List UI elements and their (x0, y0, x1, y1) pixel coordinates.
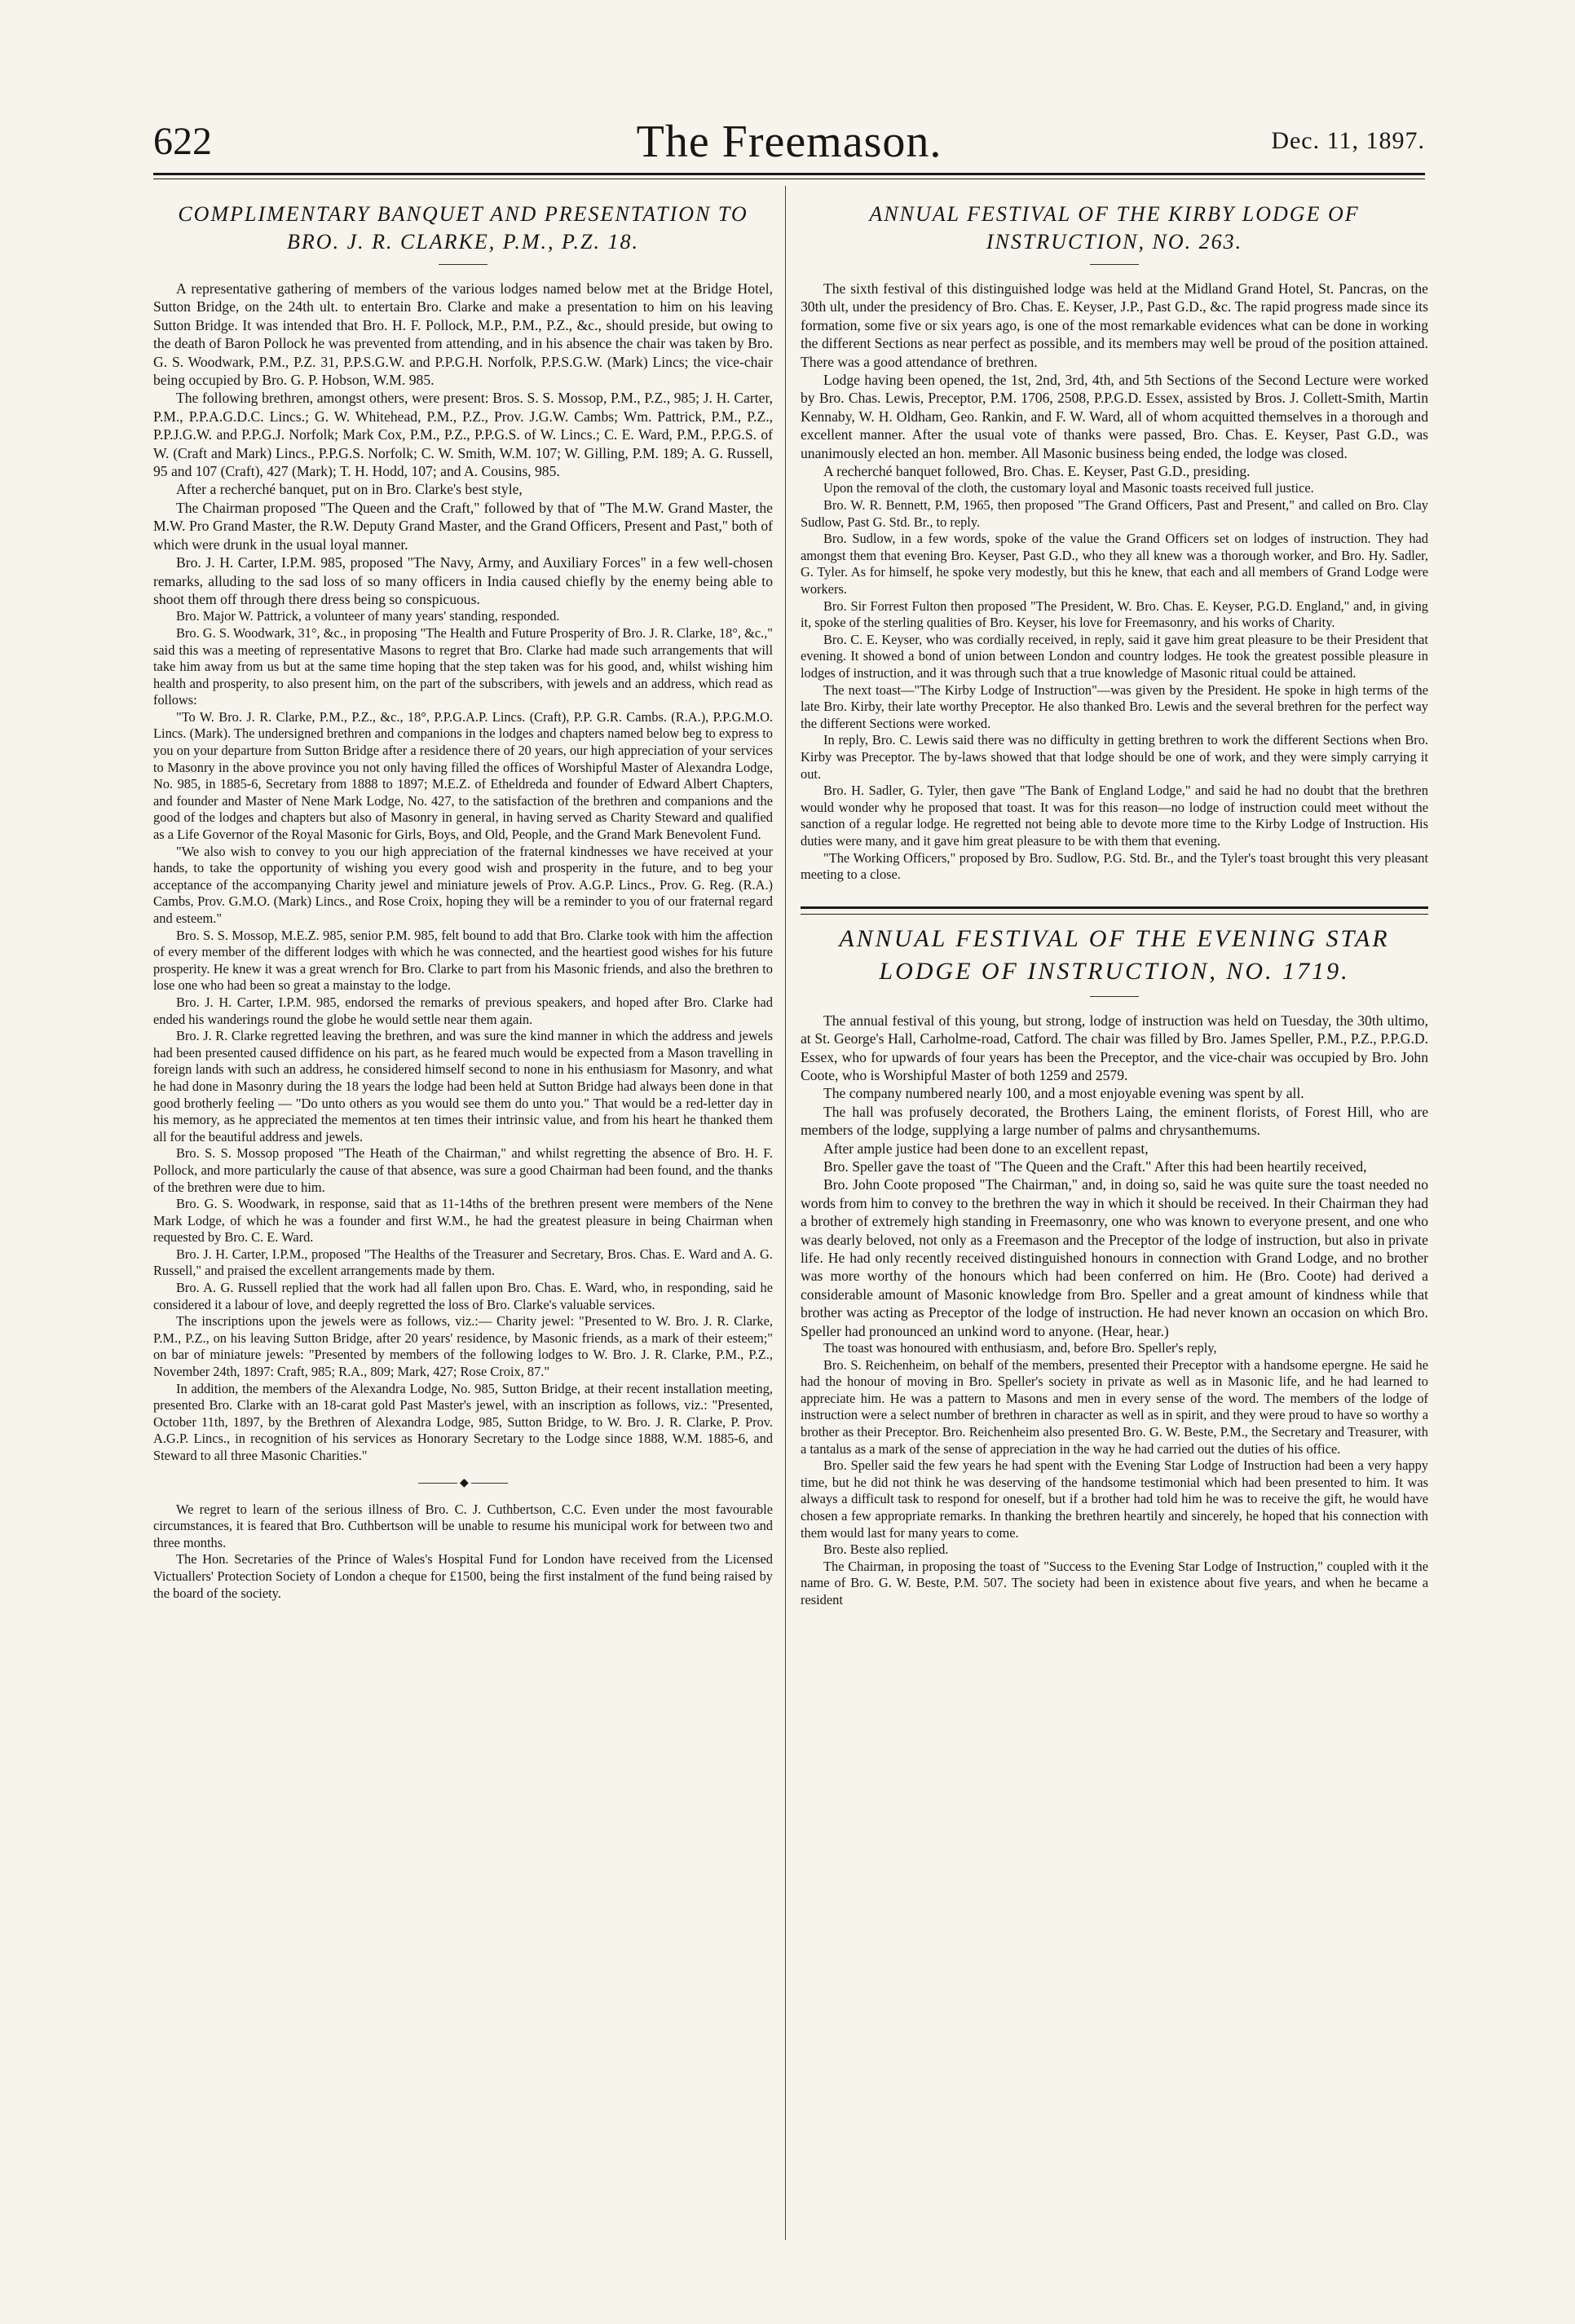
paragraph: Bro. J. H. Carter, I.P.M. 985, proposed "The Navy, Army, and Auxiliary Forces" in a few well-chosen remarks, alluding to the sad loss of so many officers in India caused chiefly by the enemy being able to shoot them off through there dress being so conspicuous. (153, 554, 773, 607)
paragraph: After a recherché banquet, put on in Bro. Clarke's best style, (176, 481, 523, 498)
paragraph: The next toast—"The Kirby Lodge of Instruction"—was given by the President. He spoke in high terms of the late Bro. Kirby, their late worthy Preceptor. He also thanked Bro. Lewis and the several brethren for the perfect way the different Sections were worked. (801, 681, 1428, 731)
paragraph: Bro. Sudlow, in a few words, spoke of the value the Grand Officers set on lodges of instruction. They had amongst them that evening Bro. Keyser, Past G.D., who they all knew was a thorough worker, and Bro. Hy. Sadler, G. Tyler. As for himself, he spoke very modestly, but this he knew, that each and all members of Grand Lodge were workers. (801, 531, 1428, 598)
right-column (801, 192, 1428, 2246)
paragraph: Upon the removal of the cloth, the customary loyal and Masonic toasts received full justice. (823, 480, 1314, 496)
paragraph: Bro. J. H. Carter, I.P.M., proposed "The Healths of the Treasurer and Secretary, Bros. Chas. E. Ward and A. G. Russell," and praised the excellent arrangements made by them. (153, 1246, 773, 1279)
paragraph: "To W. Bro. J. R. Clarke, P.M., P.Z., &c., 18°, P.P.G.A.P. Lincs. (Craft), P.P. G.R. Cambs. (R.A.), P.P.G.M.O. Lincs. (Mark). The undersigned brethren and companions in the lodges and chapters named below beg to express to you on your departure from Sutton Bridge after a residence there of 20 years, our high appreciation of your services to Masonry in the above province you not only having filled the offices of Worshipful Master of Alexandra Lodge, No. 985, in 1885-6, Secretary from 1888 to 1897; M.E.Z. of Etheldreda and founder of Edward Albert Chapters, and founder and Master of Nene Mark Lodge, No. 427, to the satisfaction of the brethren and companions and the good of the lodges and chapters but also of Masonry in general, in having served as Charity Steward and qualified as a Life Governor of the Royal Masonic for Girls, Boys, and Old, People, and the Grand Mark Benevolent Fund. (153, 708, 773, 843)
page-number: 622 (153, 120, 212, 163)
paragraph: Bro. Speller gave the toast of "The Queen and the Craft." After this had been heartily received, (823, 1158, 1367, 1175)
paragraph: A recherché banquet followed, Bro. Chas. E. Keyser, Past G.D., presiding. (823, 463, 1251, 480)
paragraph: The Chairman proposed "The Queen and the Craft," followed by that of "The M.W. Grand Master, the M.W. Pro Grand Master, the R.W. Deputy Grand Master, and the Grand Officers, Present and Past," both of which were drunk in the usual loyal manner. (153, 499, 773, 553)
heading-rule (1090, 996, 1139, 997)
article-heading-clarke: COMPLIMENTARY BANQUET AND PRESENTATION TO BRO. J. R. CLARKE, P.M., P.Z. 18. (178, 202, 748, 254)
heading-rule (1090, 264, 1139, 265)
paragraph: A representative gathering of members of the various lodges named below met at the Bridge Hotel, Sutton Bridge, on the 24th ult. to entertain Bro. Clarke and make a presentation to him on his leaving Sutton Bridge. It was intended that Bro. H. F. Pollock, M.P., P.M., P.Z., &c., should preside, but owing to the death of Baron Pollock he was prevented from attending, and in his absence the chair was taken by Bro. G. S. Woodwark, P.M., P.Z. 31, P.P.S.G.W. and P.P.G.H. Norfolk, P.P.S.G.W. (Mark) Lincs; the vice-chair being occupied by Bro. G. P. Hobson, W.M. 985. (153, 280, 773, 389)
paragraph: In addition, the members of the Alexandra Lodge, No. 985, Sutton Bridge, at their recent installation meeting, presented Bro. Clarke with an 18-carat gold Past Master's jewel, with an inscription as follows, viz.: "Presented, October 11th, 1897, by the Brethren of Alexandra Lodge, 985, Sutton Bridge, to W. Bro. J. R. Clarke, P. Prov. A.G.P. Lincs., in recognition of his services as Honorary Secretary to the Lodge since 1888, W.M. 1885-6, and Steward to all three Masonic Charities." (153, 1380, 773, 1463)
paragraph: In reply, Bro. C. Lewis said there was no difficulty in getting brethren to work the different Sections when Bro. Kirby was Preceptor. The by-laws showed that that lodge should be one of work, and they were simply carrying it out. (801, 732, 1428, 782)
paragraph: "We also wish to convey to you our high appreciation of the fraternal kindnesses we have received at your hands, to take the opportunity of wishing you every good wish and prosperity in the future, and to beg your acceptance of the accompanying Charity jewel and miniature jewels of Prov. A.G.P. Lincs., Prov. G. Reg. (R.A.) Cambs, Prov. G.M.O. (Mark) Lincs., and Rose Croix, hoping they will be a reminder to you of our fraternal regard and esteem." (153, 843, 773, 926)
paragraph: The hall was profusely decorated, the Brothers Laing, the eminent florists, of Forest Hill, who are members of the lodge, supplying a large number of palms and chrysanthemums. (801, 1103, 1428, 1139)
paragraph: Bro. S. S. Mossop proposed "The Heath of the Chairman," and whilst regretting the absence of Bro. H. F. Pollock, and more particularly the cause of that absence, was sure a good Chairman had been found, and the thanks of the brethren were due to him. (153, 1145, 773, 1195)
masthead-title: The Freemason. (636, 117, 942, 167)
paragraph: Bro. C. E. Keyser, who was cordially received, in reply, said it gave him great pleasure to be their President that evening. It showed a bond of union between London and country lodges. He took the greatest possible pleasure in lodges of instruction, and it was through such that a true knowledge of Masonic ritual could be attained. (801, 631, 1428, 681)
news-notes (153, 1502, 773, 1603)
paragraph: Bro. G. S. Woodwark, in response, said that as 11-14ths of the brethren present were members of the Nene Mark Lodge, of which he was a founder and first W.M., he had the greatest pleasure in being Chairman when requested by Bro. C. E. Ward. (153, 1196, 773, 1246)
paragraph: The toast was honoured with enthusiasm, and, before Bro. Speller's reply, (823, 1340, 1217, 1356)
paragraph: Bro. W. R. Bennett, P.M, 1965, then proposed "The Grand Officers, Past and Present," and called on Bro. Clay Sudlow, Past G. Std. Br., to reply. (801, 497, 1428, 530)
paragraph: The inscriptions upon the jewels were as follows, viz.:— Charity jewel: "Presented to W. Bro. J. R. Clarke, P.M., P.Z., on his leaving Sutton Bridge, after 20 years' residence, by Masonic friends, as a mark of their esteem;" on bar of miniature jewels: "Presented by members of the following lodges to W. Bro. J. R. Clarke, P.M., P.Z., November 24th, 1897: Craft, 985; R.A., 809; Mark, 427; Rose Croix, 87." (153, 1313, 773, 1380)
paragraph: Bro. G. S. Woodwark, 31°, &c., in proposing "The Health and Future Prosperity of Bro. J. R. Clarke, 18°, &c.," said this was a meeting of representative Masons to regret that Bro. Clarke had made such arrangements that will take him away from us but at the same time hoping that the step taken was for his good, and, whilst wishing him health and prosperity, to also present him, on the part of the subscribers, with jewels and an address, which read as follows: (153, 624, 773, 708)
paragraph: Bro. S. Reichenheim, on behalf of the members, presented their Preceptor with a handsome epergne. He said he had the honour of moving in Bro. Speller's society in private as well as in Masonic life, and he had learned to appreciate him. He was a pattern to Masons and men in every sense of the word. The members of the lodge of instruction were a select number of brethren in character as well as in spirit, and they were proud to have so worthy a brother as their Preceptor. Bro. Reichenheim also presented Bro. G. W. Beste, P.M., the Secretary and Treasurer, with a tantalus as a mark of the sense of appreciation in the way he had carried out the duties of his office. (801, 1356, 1428, 1457)
paragraph: Bro. Speller said the few years he had spent with the Evening Star Lodge of Instruction had been a very happy time, but he did not think he was deserving of the handsome testimonial which had been presented to him. It was always a difficult task to respond for oneself, but if a brother had told him he was to receive the gift, he would have chosen a few appropriate remarks. In thanking the brethren heartily and sincerely, he hoped that his connection with them would last for many years to come. (801, 1457, 1428, 1541)
column-separator (785, 186, 786, 2240)
news-note: We regret to learn of the serious illness of Bro. C. J. Cuthbertson, C.C. Even under the most favourable circumstances, it is feared that Bro. Cuthbertson will be unable to resume his municipal work for between two and three months. (153, 1501, 773, 1550)
article-body-clarke (153, 280, 773, 608)
paragraph: The sixth festival of this distinguished lodge was held at the Midland Grand Hotel, St. Pancras, on the 30th ult, under the presidency of Bro. Chas. E. Keyser, J.P., Past G.D., &c. The rapid progress made since its formation, some five or six years ago, is one of the most remarkable evidences what can be done in working the different Sections as near perfect as possible, and its members may well be proud of the position attained. There was a good attendance of brethren. (801, 280, 1428, 370)
diamond-ornament-icon: ◆ (457, 1476, 471, 1490)
paragraph: Bro. Major W. Pattrick, a volunteer of many years' standing, responded. (176, 608, 560, 624)
paragraph: Lodge having been opened, the 1st, 2nd, 3rd, 4th, and 5th Sections of the Second Lecture were worked by Bro. Chas. Lewis, Preceptor, P.M. 1706, 2508, P.P.G.D. Essex, assisted by Bros. J. Collett-Smith, Martin Kennaby, W. H. Oldham, Geo. Rankin, and F. W. Ward, all of whom acquitted themselves in a thorough and excellent manner. After the usual vote of thanks were passed, Bro. Chas. E. Keyser, Past G.D., was unanimously elected an hon. member. All Masonic business being ended, the lodge was closed. (801, 372, 1428, 461)
page-header (153, 116, 1425, 168)
article-heading-kirby: ANNUAL FESTIVAL OF THE KIRBY LODGE OF INSTRUCTION, NO. 263. (869, 202, 1360, 254)
paragraph: Bro. J. H. Carter, I.P.M. 985, endorsed the remarks of previous speakers, and hoped after Bro. Clarke had ended his wanderings round the globe he would settle near them again. (153, 994, 773, 1027)
heading-rule (439, 264, 488, 265)
article-body-evening-star-small (801, 1340, 1428, 1609)
left-column (153, 192, 773, 2246)
paragraph: The company numbered nearly 100, and a most enjoyable evening was spent by all. (823, 1085, 1304, 1102)
paragraph: Bro. Sir Forrest Fulton then proposed "The President, W. Bro. Chas. E. Keyser, P.G.D. England," and, in giving it, spoke of the sterling qualities of Bro. Keyser, his love for Freemasonry, and his works of Charity. (801, 598, 1428, 631)
section-rule-thin (801, 914, 1428, 915)
paragraph: "The Working Officers," proposed by Bro. Sudlow, P.G. Std. Br., and the Tyler's toast brought this very pleasant meeting to a close. (801, 849, 1428, 883)
ornament-divider (418, 1476, 508, 1489)
article-heading-evening-star: ANNUAL FESTIVAL OF THE EVENING STAR LODGE OF INSTRUCTION, NO. 1719. (839, 924, 1390, 985)
article-body-evening-star (801, 1012, 1428, 1340)
paragraph: Bro. Beste also replied. (823, 1541, 949, 1558)
paragraph: Bro. H. Sadler, G. Tyler, then gave "The Bank of England Lodge," and said he had no doubt that the brethren would wonder why he proposed that toast. It was for this reason—no lodge of instruction could meet without the sanction of a regular lodge. He regretted not being able to devote more time to the Kirby Lodge of Instruction. His duties were many, and it gave him great pleasure to be with them that evening. (801, 783, 1428, 849)
paragraph: The annual festival of this young, but strong, lodge of instruction was held on Tuesday, the 30th ultimo, at St. George's Hall, Carholme-road, Catford. The chair was filled by Bro. James Speller, P.M., P.Z., P.P.G.D. Essex, who for upwards of four years has been the Preceptor, and the vice-chair was occupied by Bro. John Coote, who is Worshipful Master of both 1259 and 2579. (801, 1012, 1428, 1083)
paragraph: After ample justice had been done to an excellent repast, (823, 1140, 1149, 1157)
section-rule (801, 906, 1428, 909)
paragraph: The following brethren, amongst others, were present: Bros. S. S. Mossop, P.M., P.Z., 985; J. H. Carter, P.M., P.P.A.G.D.C. Lincs.; G. W. Whitehead, P.M., P.Z., Prov. J.G.W. Cambs; Wm. Pattrick, P.M., P.Z., P.P.J.G.W. and P.P.G.J. Norfolk; Mark Cox, P.M., P.Z., P.P.G.S. of W. Lincs.; C. E. Ward, P.M., P.P.G.S. of W. (Craft and Mark) Lincs., P.P.G.S. Norfolk; C. W. Smith, W.M. 107; W. Gilling, P.M. 189; A. G. Russell, 95 and 107 (Craft), 427 (Mark); T. H. Hodd, 107; and A. Cousins, 985. (153, 390, 773, 480)
article-body-kirby (801, 280, 1428, 480)
issue-date: Dec. 11, 1897. (1271, 127, 1425, 154)
paragraph: The Chairman, in proposing the toast of "Success to the Evening Star Lodge of Instruction," coupled with it the name of Bro. G. W. Beste, P.M. 507. The society had been in existence about five years, and when he became a resident (801, 1558, 1428, 1607)
news-note: The Hon. Secretaries of the Prince of Wales's Hospital Fund for London have received from the Licensed Victuallers' Protection Society of London a cheque for £1500, being the first instalment of the fund being raised by the board of the society. (153, 1551, 773, 1601)
paragraph: Bro. John Coote proposed "The Chairman," and, in doing so, said he was quite sure the toast needed no words from him to convey to the brethren the way in which it should be received. In their Chairman they had a brother of extremely high standing in Freemasonry, one who was known to everyone present, and one who was dearly beloved, not only as a Freemason and the Preceptor of the lodge of instruction, but also in private life. He had only recently received distinguished honours in connection with Grand Lodge, and no brother was more worthy of the honours which had been conferred on him. He (Bro. Coote) had derived a considerable amount of Masonic knowledge from Bro. Speller and a great amount of kindness while that brother was acting as Preceptor of the lodge of instruction. He had never known an occasion on which Bro. Speller had pronounced an unkind word to anyone. (Hear, hear.) (801, 1176, 1428, 1339)
article-body-clarke-small (153, 608, 773, 1464)
article-body-kirby-small (801, 480, 1428, 883)
paragraph: Bro. J. R. Clarke regretted leaving the brethren, and was sure the kind manner in which the address and jewels had been presented caused diffidence on his part, as he feared much would be expected from a Mason travelling in foreign lands with such an address, he considered himself second to none in his enthusiasm for Masonry, and what he had done in Masonry during the 18 years the lodge had been held at Sutton Bridge had always been done in that good brotherly feeling — "Do unto others as you would see them do unto you." That would be a red-letter day in his memory, as he appreciated the mementos at ten times their intrinsic value, and from his heart he thanked them all for the beautiful address and jewels. (153, 1028, 773, 1144)
paragraph: Bro. A. G. Russell replied that the work had all fallen upon Bro. Chas. E. Ward, who, in responding, said he considered it a labour of love, and deeply regretted the loss of Bro. Clarke's valuable services. (153, 1280, 773, 1312)
header-rule (153, 173, 1425, 175)
paragraph: Bro. S. S. Mossop, M.E.Z. 985, senior P.M. 985, felt bound to add that Bro. Clarke took with him the affection of every member of the different lodges with which he was connected, and the heartiest good wishes for his future prosperity. He knew it was a great wrench for Bro. Clarke to part from his Masonic friends, and also the brethren to lose one who had been so great a mainstay to the lodge. (153, 927, 773, 994)
